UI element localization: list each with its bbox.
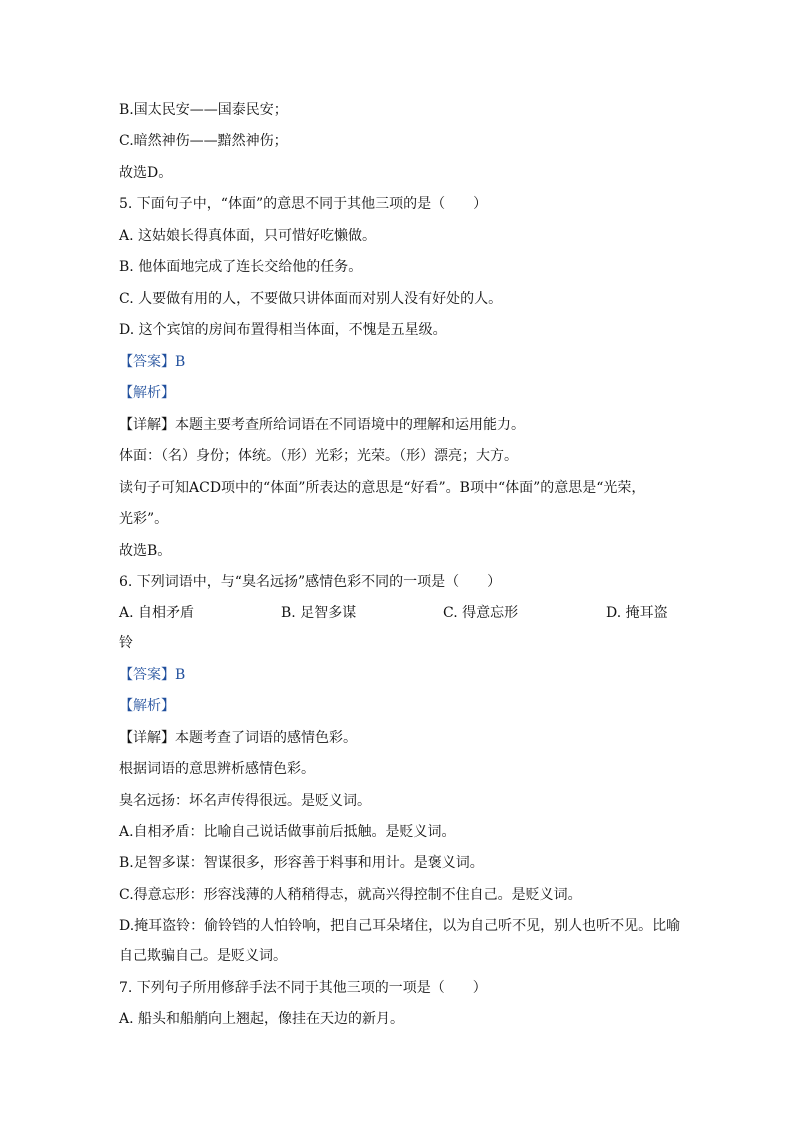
- question-5-option-c: C. 人要做有用的人，不要做只讲体面而对别人没有好处的人。: [119, 291, 503, 307]
- explanation-text: B.足智多谋：智谋很多，形容善于料事和用计。是褒义词。: [119, 855, 484, 871]
- detail-text: 【详解】本题考查了词语的感情色彩。: [119, 730, 357, 746]
- question-6-option-c: C. 得意忘形: [443, 605, 519, 621]
- text-line: B.国太民安——国泰民安；: [119, 102, 288, 118]
- question-6-stem: 6. 下列词语中，与“臭名远扬”感情色彩不同的一项是（ ）: [119, 574, 502, 590]
- explanation-text: 臭名远扬：坏名声传得很远。是贬义词。: [119, 793, 371, 809]
- question-7-option-a: A. 船头和船艄向上翘起，像挂在天边的新月。: [119, 1011, 405, 1027]
- question-6-option-d: D. 掩耳盗: [606, 605, 668, 621]
- explanation-text: C.得意忘形：形容浅薄的人稍稍得志，就高兴得控制不住自己。是贬义词。: [119, 887, 582, 903]
- answer-label: 【答案】B: [119, 667, 186, 683]
- choice-text: 故选B。: [119, 543, 172, 559]
- question-6-option-d-wrap: 铃: [119, 635, 133, 651]
- question-5-stem: 5. 下面句子中，“体面”的意思不同于其他三项的是（ ）: [119, 196, 488, 212]
- method-text: 根据词语的意思辨析感情色彩。: [119, 761, 315, 777]
- explanation-text: 光彩”。: [119, 511, 169, 527]
- explanation-text: 自己欺骗自己。是贬义词。: [119, 948, 287, 964]
- answer-label: 【答案】B: [119, 354, 186, 370]
- question-5-option-a: A. 这姑娘长得真体面，只可惜好吃懒做。: [119, 228, 377, 244]
- definition-text: 体面：（名）身份；体统。（形）光彩；光荣。（形）漂亮；大方。: [119, 448, 518, 464]
- question-5-option-d: D. 这个宾馆的房间布置得相当体面，不愧是五星级。: [119, 322, 447, 338]
- question-5-option-b: B. 他体面地完成了连长交给他的任务。: [119, 259, 363, 275]
- text-line: 故选D。: [119, 165, 173, 181]
- text-line: C.暗然神伤——黯然神伤；: [119, 133, 288, 149]
- analysis-label: 【解析】: [119, 698, 175, 714]
- analysis-label: 【解析】: [119, 385, 175, 401]
- question-6-option-b: B. 足智多谋: [281, 605, 357, 621]
- detail-text: 【详解】本题主要考查所给词语在不同语境中的理解和运用能力。: [119, 417, 525, 433]
- question-6-option-a: A. 自相矛盾: [119, 605, 195, 621]
- explanation-text: A.自相矛盾：比喻自己说话做事前后抵触。是贬义词。: [119, 824, 456, 840]
- explanation-text: D.掩耳盗铃：偷铃铛的人怕铃响，把自己耳朵堵住，以为自己听不见，别人也听不见。比喻: [119, 918, 681, 934]
- explanation-text: 读句子可知ACD项中的“体面”所表达的意思是“好看”。B项中“体面”的意思是“光荣，: [119, 480, 646, 496]
- question-7-stem: 7. 下列句子所用修辞手法不同于其他三项的一项是（ ）: [119, 980, 487, 996]
